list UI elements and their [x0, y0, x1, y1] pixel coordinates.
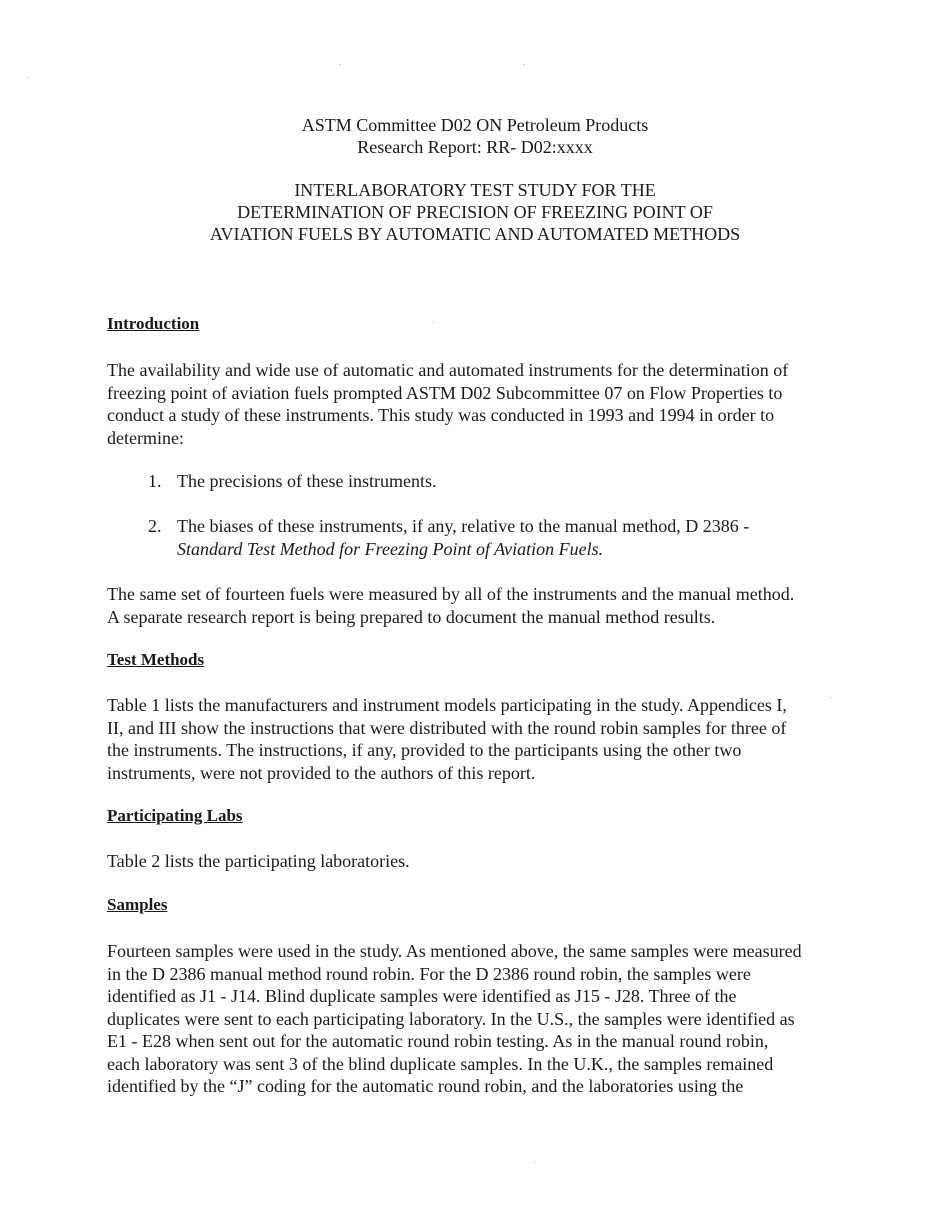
list-item: [148, 470, 848, 493]
report-number: Research Report: RR- D02:xxxx: [357, 137, 593, 157]
paragraph-line: instruments, were not provided to the authors of this report.: [107, 762, 536, 783]
paragraph-line: Fourteen samples were used in the study. As mentioned above, the same samples were measured: [107, 941, 802, 961]
list-number: 1.: [148, 471, 162, 491]
list-number: 2.: [148, 516, 162, 536]
paragraph-line: each laboratory was sent 3 of the blind duplicate samples. In the U.K., the samples remained: [107, 1053, 774, 1074]
list-text: The biases of these instruments, if any, relative to the manual method, D 2386 -: [177, 516, 750, 536]
objectives-list-continued: [148, 515, 848, 560]
title-line: AVIATION FUELS BY AUTOMATIC AND AUTOMATED METHODS: [209, 224, 741, 244]
introduction-closing: [107, 583, 842, 628]
paragraph-line: identified by the “J” coding for the automatic round robin, and the laboratories using the: [107, 1076, 744, 1096]
paragraph-line: Table 1 lists the manufacturers and instrument models participating in the study. Appendices I,: [107, 695, 787, 715]
scan-speck: [830, 697, 831, 698]
paragraph-line: the instruments. The instructions, if any, provided to the participants using the other two: [107, 740, 742, 760]
introduction-heading: Introduction: [107, 314, 200, 333]
paragraph-line: E1 - E28 when sent out for the automatic round robin testing. As in the manual round robin,: [107, 1031, 769, 1051]
paragraph-line: identified as J1 - J14. Blind duplicate samples were identified as J15 - J28. Three of the: [107, 986, 737, 1006]
paragraph-line: Table 2 lists the participating laboratories.: [107, 851, 410, 871]
scan-speck: [28, 77, 29, 78]
standard-title: Standard Test Method for Freezing Point of Aviation Fuels.: [177, 538, 604, 559]
paragraph-line: duplicates were sent to each participating laboratory. In the U.S., the samples were identified as: [107, 1008, 795, 1029]
scan-speck: [433, 322, 434, 323]
samples-paragraph: [107, 940, 842, 1098]
paragraph-line: II, and III show the instructions that were distributed with the round robin samples for three of: [107, 717, 787, 738]
paragraph-line: The availability and wide use of automatic and automated instruments for the determination of: [107, 360, 789, 380]
paragraph-line: determine:: [107, 427, 184, 448]
committee-name: ASTM Committee D02 ON Petroleum Products: [301, 115, 649, 135]
participating-labs-paragraph: [107, 850, 842, 873]
paragraph-line: A separate research report is being prepared to document the manual method results.: [107, 606, 716, 627]
scan-speck: [339, 64, 340, 65]
report-title: [0, 179, 950, 245]
objectives-list: [148, 470, 848, 493]
title-line: INTERLABORATORY TEST STUDY FOR THE: [294, 180, 656, 200]
paragraph-line: in the D 2386 manual method round robin. For the D 2386 round robin, the samples were: [107, 963, 751, 984]
paragraph-line: conduct a study of these instruments. This study was conducted in 1993 and 1994 in order to: [107, 405, 775, 425]
introduction-paragraph: [107, 359, 842, 449]
paragraph-line: freezing point of aviation fuels prompted ASTM D02 Subcommittee 07 on Flow Properties to: [107, 382, 783, 403]
report-header: [0, 114, 950, 158]
test-methods-heading: Test Methods: [107, 650, 205, 669]
list-text: The precisions of these instruments.: [177, 471, 437, 491]
title-line: DETERMINATION OF PRECISION OF FREEZING POINT OF: [237, 202, 713, 222]
paragraph-line: The same set of fourteen fuels were measured by all of the instruments and the manual method.: [107, 584, 795, 604]
test-methods-paragraph: [107, 694, 842, 784]
scan-speck: [523, 64, 524, 65]
scan-speck: [534, 1162, 535, 1163]
participating-labs-heading: Participating Labs: [107, 806, 243, 825]
list-item: [148, 515, 848, 560]
samples-heading: Samples: [107, 895, 168, 914]
